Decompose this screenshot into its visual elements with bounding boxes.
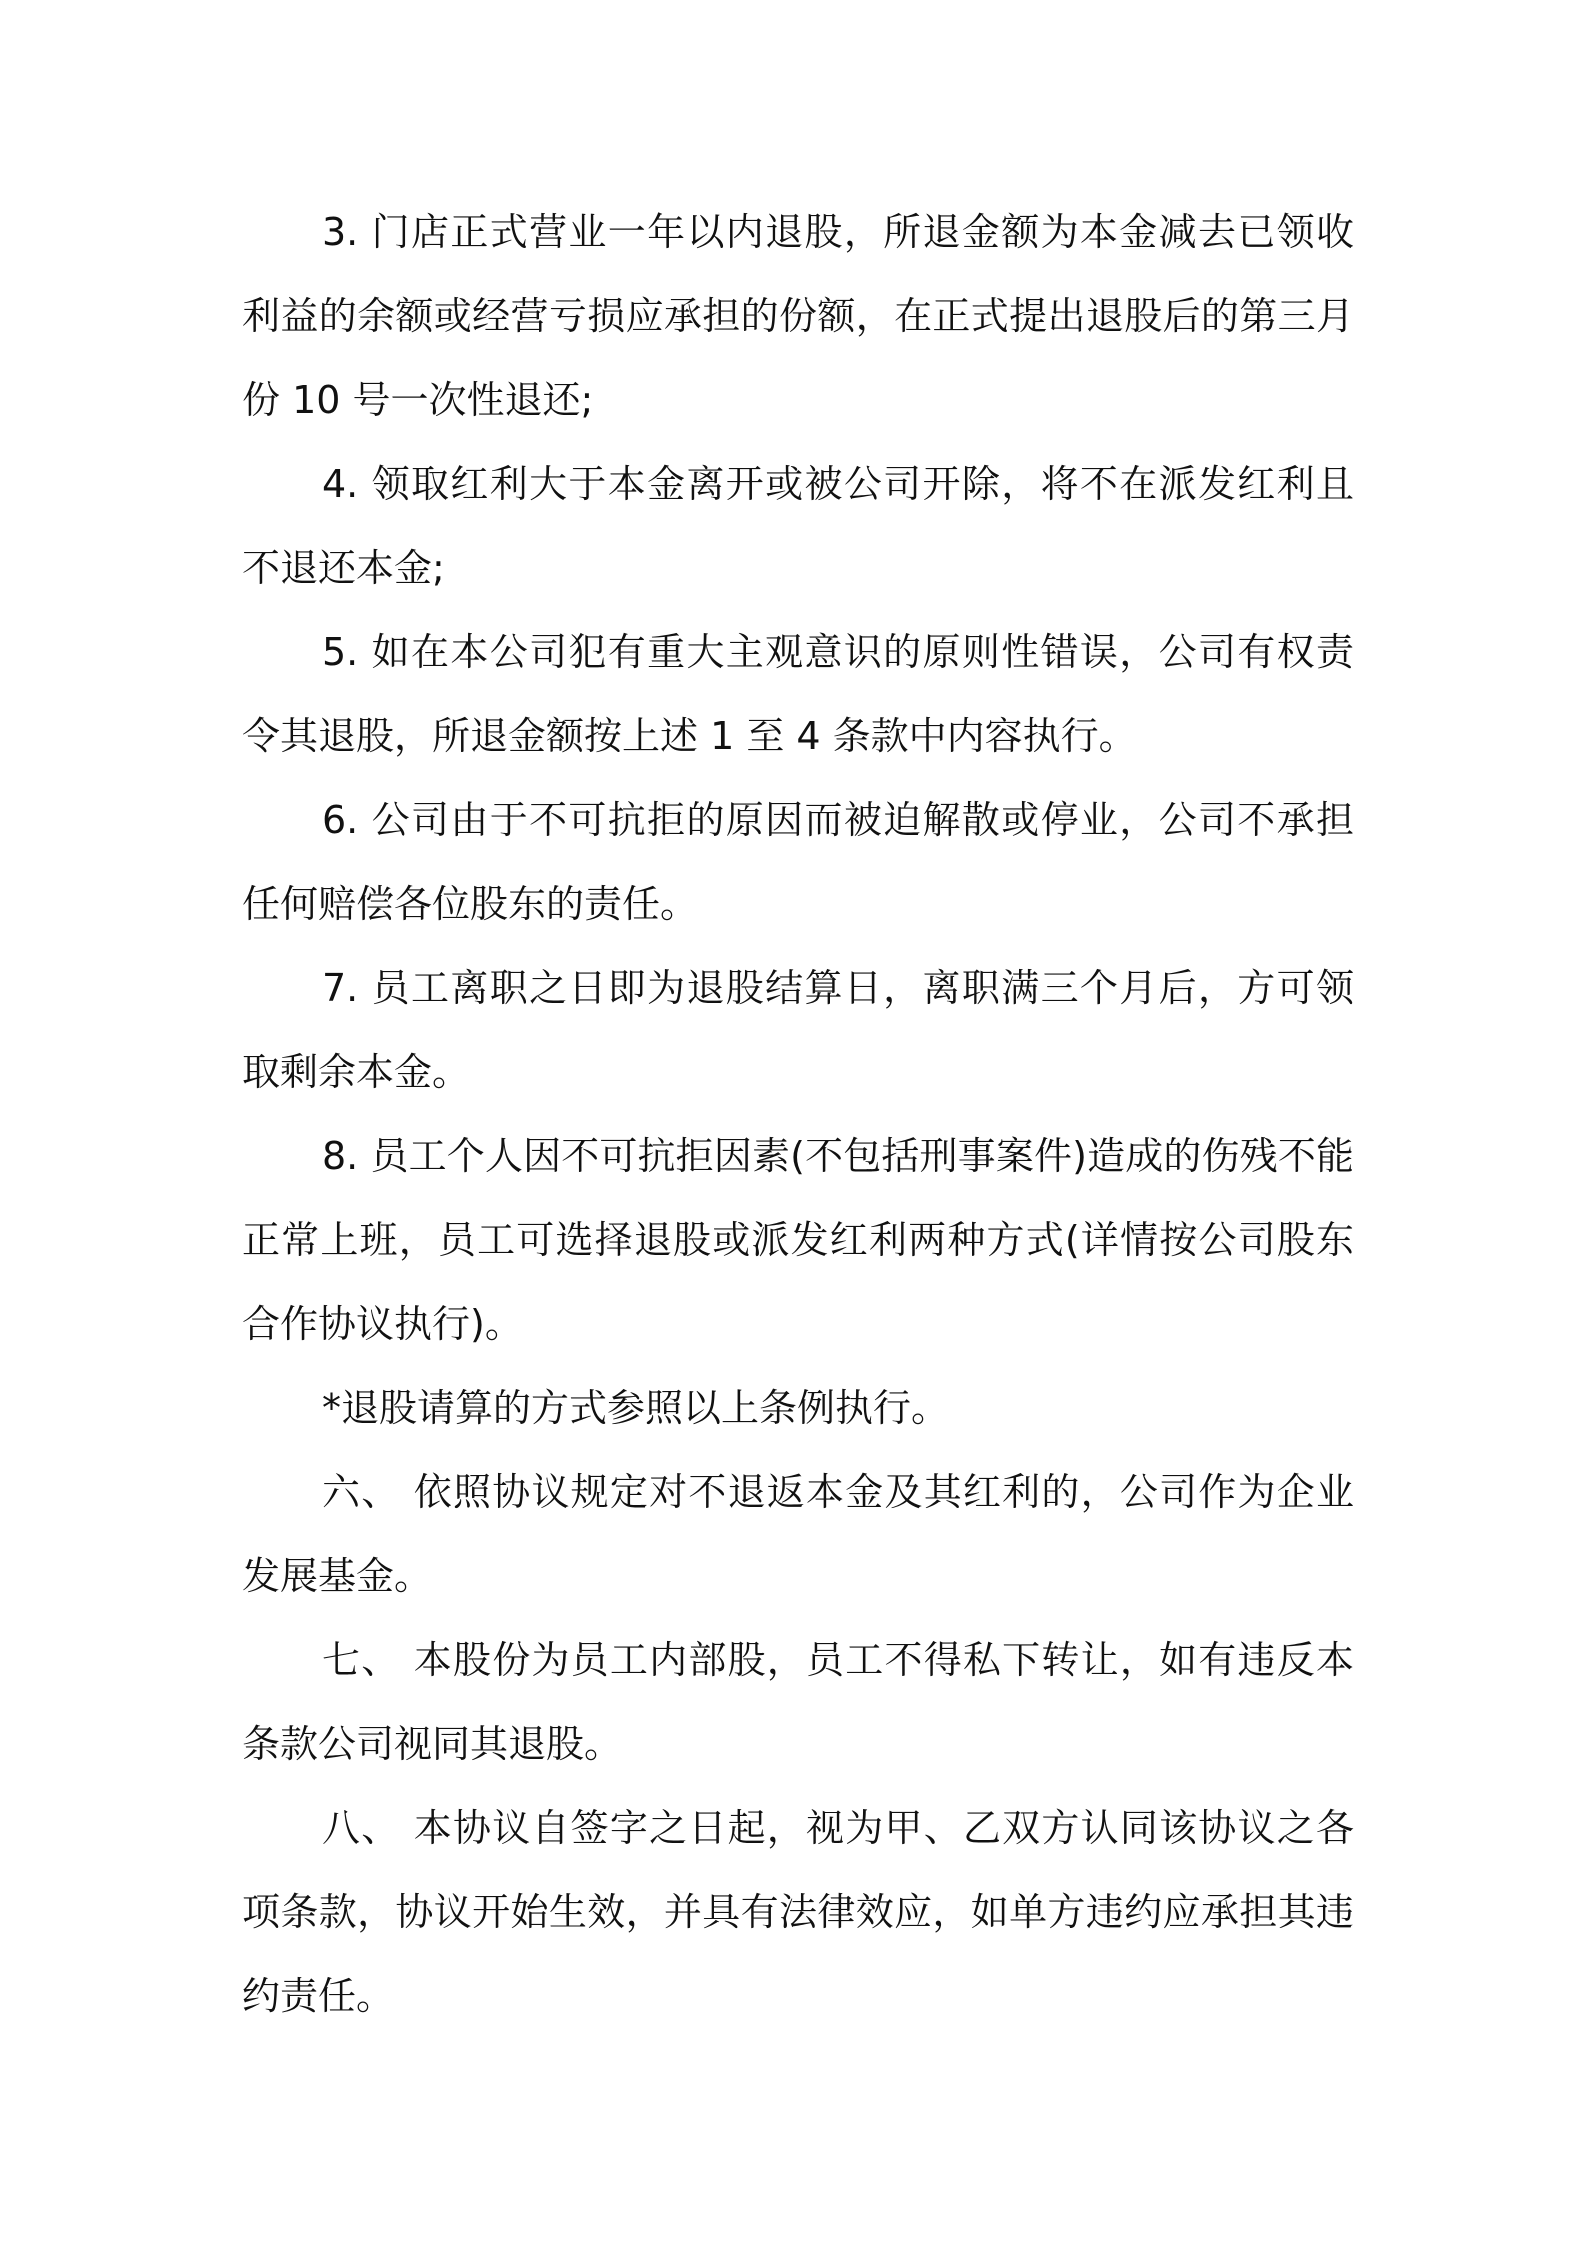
clause-8-paragraph: 8. 员工个人因不可抗拒因素(不包括刑事案件)造成的伤残不能正常上班，员工可选择退股或派发红利两种方式(详情按公司股东合作协议执行)。 xyxy=(242,1134,1354,1346)
clause-7-paragraph: 7. 员工离职之日即为退股结算日，离职满三个月后，方可领取剩余本金。 xyxy=(242,966,1354,1094)
clause-6-paragraph: 6. 公司由于不可抗拒的原因而被迫解散或停业，公司不承担任何赔偿各位股东的责任。 xyxy=(242,798,1354,926)
section-seven-paragraph: 七、 本股份为员工内部股，员工不得私下转让，如有违反本条款公司视同其退股。 xyxy=(242,1638,1354,1766)
clause-3-paragraph: 3. 门店正式营业一年以内退股，所退金额为本金减去已领收利益的余额或经营亏损应承担的份额，在正式提出退股后的第三月份 10 号一次性退还; xyxy=(242,210,1354,422)
clause-5-paragraph: 5. 如在本公司犯有重大主观意识的原则性错误，公司有权责令其退股，所退金额按上述 1 至 4 条款中内容执行。 xyxy=(242,630,1354,758)
document-body xyxy=(242,190,1354,2038)
clause-4-paragraph: 4. 领取红利大于本金离开或被公司开除，将不在派发红利且不退还本金; xyxy=(242,462,1354,590)
section-six-paragraph: 六、 依照协议规定对不退返本金及其红利的，公司作为企业发展基金。 xyxy=(242,1470,1354,1598)
settlement-note-paragraph: *退股请算的方式参照以上条例执行。 xyxy=(322,1386,950,1430)
section-eight-paragraph: 八、 本协议自签字之日起，视为甲、乙双方认同该协议之各项条款，协议开始生效，并具有法律效应，如单方违约应承担其违约责任。 xyxy=(242,1806,1354,2018)
